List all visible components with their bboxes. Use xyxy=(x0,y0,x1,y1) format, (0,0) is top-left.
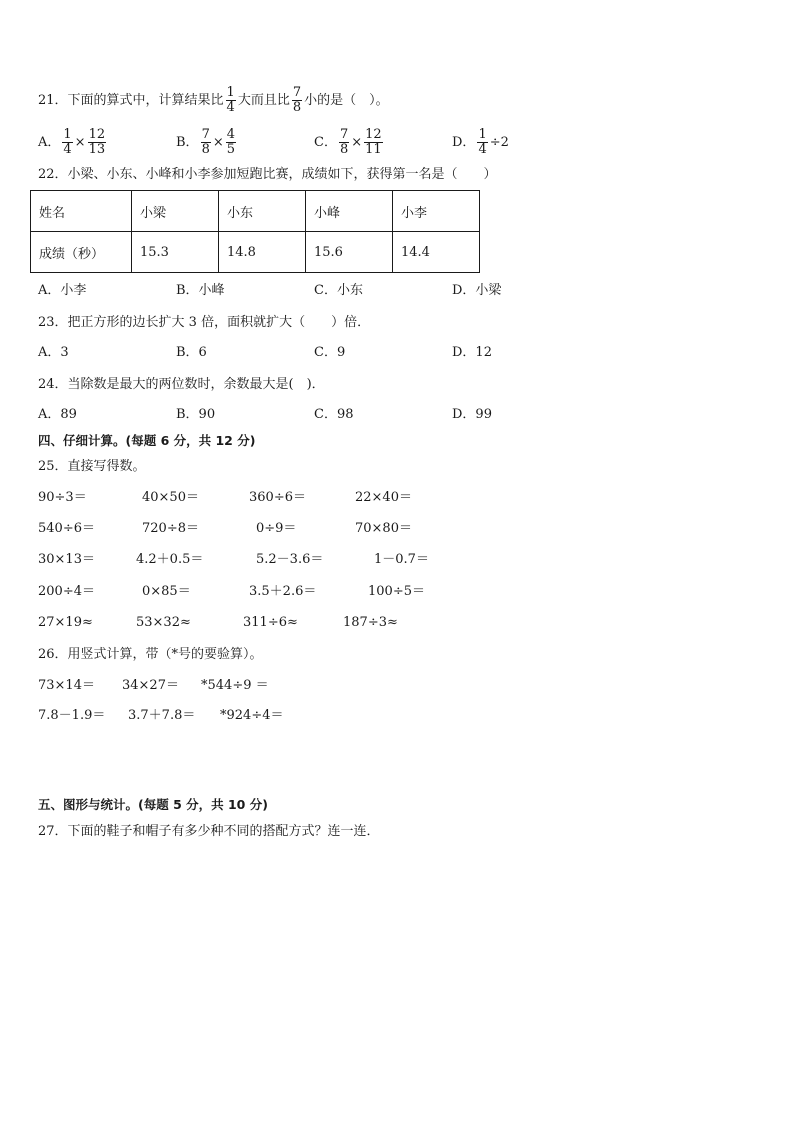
calc-item: *544÷9 ＝ xyxy=(201,678,269,693)
table-cell: 小东 xyxy=(219,191,306,232)
q23-option-d[interactable]: D．12 xyxy=(452,345,492,360)
section-heading-4: 四、仔细计算。(每题 6 分，共 12 分) xyxy=(38,433,256,448)
calc-item: 540÷6＝ xyxy=(38,521,95,536)
q24-option-d[interactable]: D．99 xyxy=(452,407,492,422)
calc-item: 0×85＝ xyxy=(142,584,191,599)
q21-option-b[interactable]: B． $\frac{7}{8}$ × $\frac{4}{5}$ xyxy=(176,127,236,157)
calc-item: 73×14＝ xyxy=(38,678,95,693)
table-cell: 小李 xyxy=(393,191,480,232)
q21-option-d[interactable]: D． $\frac{1}{4}$ ÷2 xyxy=(452,127,509,157)
q22-stem: 22．小梁、小东、小峰和小李参加短跑比赛，成绩如下，获得第一名是（ ） xyxy=(38,167,497,182)
q24-option-a[interactable]: A．89 xyxy=(38,407,77,422)
calc-item: 90÷3＝ xyxy=(38,490,87,505)
q24-option-c[interactable]: C．98 xyxy=(314,407,354,422)
table-cell: 15.6 xyxy=(306,232,393,273)
calc-item: 200÷4＝ xyxy=(38,584,95,599)
q21-stem: 21．下面的算式中，计算结果比 $\frac{1}{4}$ 大而且比 $\frac{7}{8}$ 小的是（ ）。 xyxy=(38,85,389,115)
table-cell: 14.4 xyxy=(393,232,480,273)
calc-item: 7.8－1.9＝ xyxy=(38,708,106,723)
table-cell: 小梁 xyxy=(132,191,219,232)
q24-option-b[interactable]: B．90 xyxy=(176,407,216,422)
section-heading-5: 五、图形与统计。(每题 5 分，共 10 分) xyxy=(38,797,268,812)
calc-item: 70×80＝ xyxy=(355,521,412,536)
table-cell: 小峰 xyxy=(306,191,393,232)
scores-table xyxy=(30,190,480,273)
calc-item: 311÷6≈ xyxy=(243,615,298,630)
calc-item: 30×13＝ xyxy=(38,552,95,567)
table-cell: 15.3 xyxy=(132,232,219,273)
calc-item: 34×27＝ xyxy=(122,678,179,693)
q21-option-a[interactable]: A． $\frac{1}{4}$ × $\frac{12}{13}$ xyxy=(38,127,106,157)
q21-option-c[interactable]: C． $\frac{7}{8}$ × $\frac{12}{11}$ xyxy=(314,127,382,157)
q22-option-b[interactable]: B．小峰 xyxy=(176,283,225,298)
calc-item: 4.2＋0.5＝ xyxy=(136,552,204,567)
table-row xyxy=(31,191,480,232)
calc-item: 1－0.7＝ xyxy=(374,552,429,567)
q23-stem: 23．把正方形的边长扩大 3 倍，面积就扩大（ ）倍． xyxy=(38,315,371,330)
calc-item: 360÷6＝ xyxy=(249,490,306,505)
q23-option-c[interactable]: C．9 xyxy=(314,345,346,360)
q27-stem: 27．下面的鞋子和帽子有多少种不同的搭配方式？连一连． xyxy=(38,824,380,839)
q23-option-a[interactable]: A．3 xyxy=(38,345,69,360)
calc-item: 53×32≈ xyxy=(136,615,191,630)
calc-item: 187÷3≈ xyxy=(343,615,398,630)
calc-item: 0÷9＝ xyxy=(256,521,297,536)
calc-item: 40×50＝ xyxy=(142,490,199,505)
q26-stem: 26．用竖式计算，带（*号的要验算）。 xyxy=(38,647,263,662)
table-row xyxy=(31,232,480,273)
calc-item: *924÷4＝ xyxy=(220,708,284,723)
calc-item: 5.2－3.6＝ xyxy=(256,552,324,567)
calc-item: 100÷5＝ xyxy=(368,584,425,599)
q24-stem: 24．当除数是最大的两位数时，余数最大是( )． xyxy=(38,377,325,392)
table-cell: 成绩（秒） xyxy=(31,232,132,273)
fraction: $\frac{7}{8}$ xyxy=(292,85,302,115)
calc-item: 22×40＝ xyxy=(355,490,412,505)
calc-item: 3.5＋2.6＝ xyxy=(249,584,317,599)
fraction: $\frac{1}{4}$ xyxy=(226,85,235,115)
q22-option-c[interactable]: C．小东 xyxy=(314,283,363,298)
calc-item: 3.7＋7.8＝ xyxy=(128,708,196,723)
q25-stem: 25．直接写得数。 xyxy=(38,459,146,474)
calc-item: 27×19≈ xyxy=(38,615,93,630)
calc-item: 720÷8＝ xyxy=(142,521,199,536)
q22-option-d[interactable]: D．小梁 xyxy=(452,283,502,298)
q23-option-b[interactable]: B．6 xyxy=(176,345,207,360)
q22-option-a[interactable]: A．小李 xyxy=(38,283,87,298)
table-cell: 14.8 xyxy=(219,232,306,273)
table-cell: 姓名 xyxy=(31,191,132,232)
